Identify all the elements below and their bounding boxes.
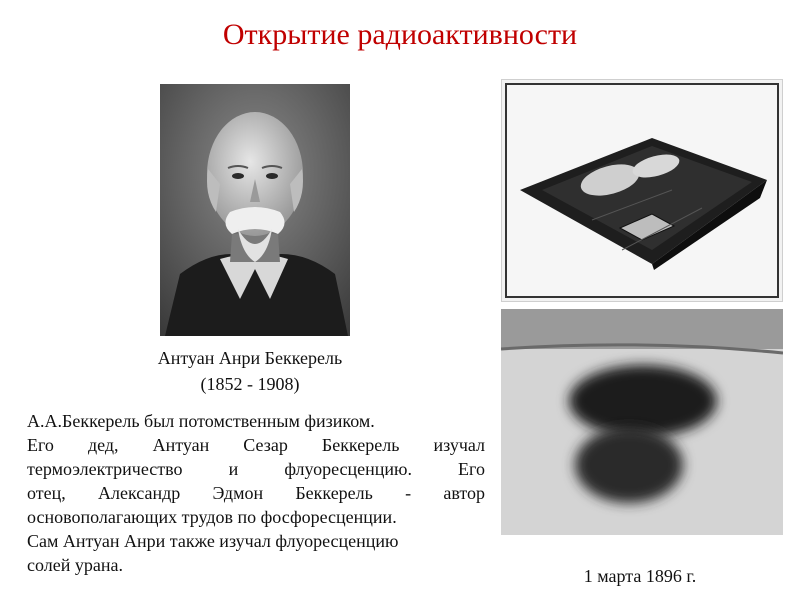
date-caption: 1 марта 1896 г. xyxy=(583,566,697,586)
portrait-caption-name: Антуан Анри Беккерель xyxy=(157,348,343,368)
photographic-plate-photo xyxy=(501,79,783,302)
bio-line: отец, Александр Эдмон Беккерель - автор xyxy=(27,483,485,503)
bio-line: А.А.Беккерель был потомственным физиком. xyxy=(27,411,375,431)
biography-text xyxy=(27,409,485,577)
slide-title: Открытие радиоактивности xyxy=(222,18,578,51)
bio-line: солей урана. xyxy=(27,555,123,575)
bio-line: Сам Антуан Анри также изучал флуоресценцию xyxy=(27,531,399,551)
portrait-photo xyxy=(160,84,350,336)
portrait-caption-years: (1852 - 1908) xyxy=(200,374,300,394)
developed-plate-illustration xyxy=(501,309,783,535)
plate-illustration xyxy=(502,80,782,301)
bio-line: основополагающих трудов по фосфоресценции. xyxy=(27,507,397,527)
developed-plate-photo xyxy=(501,309,783,535)
bio-line: термоэлектричество и флуоресценцию. Его xyxy=(27,459,485,479)
bio-line: Его дед, Антуан Сезар Беккерель изучал xyxy=(27,435,485,455)
portrait-illustration xyxy=(160,84,350,336)
